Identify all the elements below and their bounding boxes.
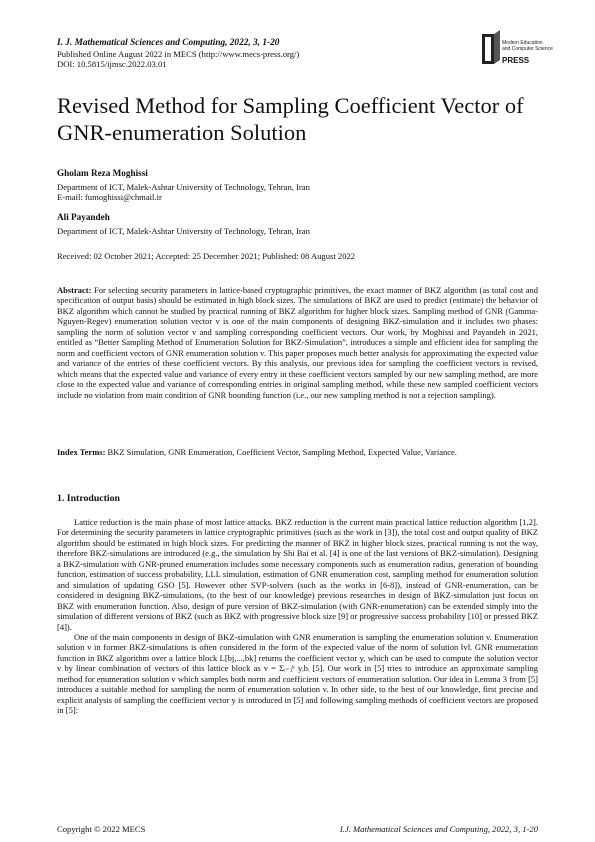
author-email: E-mail: fumoghissi@chmail.ir	[57, 192, 162, 202]
section-heading: 1. Introduction	[57, 493, 120, 504]
mecs-logo	[480, 30, 553, 72]
doi: DOI: 10.5815/ijmsc.2022.03.01	[57, 59, 167, 69]
abstract-text: For selecting security parameters in lattice-based cryptographic primitives, the exact manner of BKZ algorithm (as total cost and specification of output basis) should be estimated in high block sizes. The simulations of BKZ are used to predict (estimate) the behavior of BKZ algorithm which cannot be studied by practical running of BKZ algorithm for higher block sizes. Sampling method of GNR (Gamma-Nguyen-Regev) enumeration solution vector v is one of the main components of designing BKZ-simulation and it includes two phases: sampling the norm of solution vector v and sampling corresponding coefficient vectors. Our work, by Moghissi and Payandeh in 2021, entitled as “Better Sampling Method of Enumeration Solution for BKZ-Simulation”, introduces a simple and efficient idea for sampling the norm and coefficient vectors of GNR enumeration solution v. This paper proposes much better analysis for approximating the expected value and variance of the entries of these coefficient vectors. By this analysis, our previous idea for sampling the coefficient vectors is revised, which means that the expected value and variance of every entry in these coefficient vectors sampled by our new sampling method, are more close to the expected value and variance of corresponding entries in original sampling method, while these new sampled coefficient vectors include no violation from main condition of GNR bounding function (i.e., our new sampling method is not a rejection sampling).	[57, 285, 539, 400]
footer-copyright: Copyright © 2022 MECS	[57, 824, 146, 834]
journal-citation: I. J. Mathematical Sciences and Computing, 2022, 3, 1-20	[57, 38, 280, 48]
footer-journal: I.J. Mathematical Sciences and Computing, 2022, 3, 1-20	[339, 824, 538, 834]
abstract	[57, 285, 538, 400]
journal-header	[57, 38, 457, 70]
author-affiliation: Department of ICT, Malek-Ashtar University of Technology, Tehran, Iran	[57, 225, 310, 236]
section-body	[57, 517, 538, 716]
author-block-2	[57, 212, 537, 236]
paragraph: One of the main components in design of BKZ-simulation with GNR enumeration is sampling the enumeration solution v. Enumeration solution v in former BKZ-simulations is often considered in the form of the expected value of the norm of solution ‖v‖. GNR enumeration function in BKZ algorithm over a lattice block L[bj,...,bk] returns the coefficient vector y, which can be used to compute the solution vector v by linear combination of vectors of this lattice block as v = Σᵢ₌ⱼᵏ yᵢbᵢ [5]. Our work in [5] tries to introduce an approximate sampling method for enumeration solution v which samples both norm and coefficient vectors of enumeration solution. Our idea in Lemma 3 from [5] introduces a suitable method for sampling the norm of enumeration solution v. In other side, to the best of our knowledge, first precise and explicit analysis of sampling the coefficient vector y is introduced in [5] and following sampling methods of coefficient vectors are proposed in [5]:	[57, 631, 538, 716]
author-name: Gholam Reza Moghissi	[57, 168, 148, 178]
publication-dates: Received: 02 October 2021; Accepted: 25 December 2021; Published: 08 August 2022	[57, 251, 356, 261]
index-terms-text: BKZ Simulation, GNR Enumeration, Coefficient Vector, Sampling Method, Expected Value, Variance.	[107, 447, 457, 457]
logo-line2: and Computer Science	[502, 46, 553, 52]
logo-line1: Modern Education	[502, 40, 543, 46]
author-block-1	[57, 168, 537, 203]
index-terms-label: Index Terms:	[57, 447, 106, 457]
author-affiliation: Department of ICT, Malek-Ashtar University of Technology, Tehran, Iran	[57, 181, 310, 192]
abstract-label: Abstract:	[57, 285, 92, 295]
paragraph: Lattice reduction is the main phase of most lattice attacks. BKZ reduction is the current main practical lattice reduction algorithm [1,2]. For determining the security parameters in lattice cryptographic primitives (such as the work in [3]), the total cost and output quality of BKZ algorithm should be estimated in high block sizes. For predicting the manner of BKZ in higher block sizes, practical running is not the way, therefore BKZ-simulations are introduced (e.g., the simulation by Shi Bai et al. [4] is one of the last versions of BKZ-simulation). Designing a BKZ-simulation with GNR-pruned enumeration includes some necessary components such as enumeration radius, generation of bounding function, estimation of success probability, LLL simulation, estimation of GNR enumeration cost, sampling method for enumeration solution and simulation of updating GSO [5]. However other SVP-solvers (such as the works in [6-8]), instead of GNR-enumeration, can be considered in designing BKZ-simulations, (to the best of our knowledge) previous researches in design of BKZ-simulation just focus on BKZ with enumeration function. Also, design of pure version of BKZ-simulation (with GNR-enumeration) can be extended simply into the simulation of different versions of BKZ (such as BKZ with progressive block size [9] or progressive success probability [10] or pressed BKZ [4]).	[57, 517, 538, 632]
index-terms	[57, 447, 538, 458]
logo-press: PRESS	[502, 56, 530, 65]
author-name: Ali Payandeh	[57, 212, 110, 222]
published-online: Published Online August 2022 in MECS (http://www.mecs-press.org/)	[57, 48, 300, 59]
paper-title: Revised Method for Sampling Coefficient Vector of GNR-enumeration Solution	[57, 93, 524, 145]
